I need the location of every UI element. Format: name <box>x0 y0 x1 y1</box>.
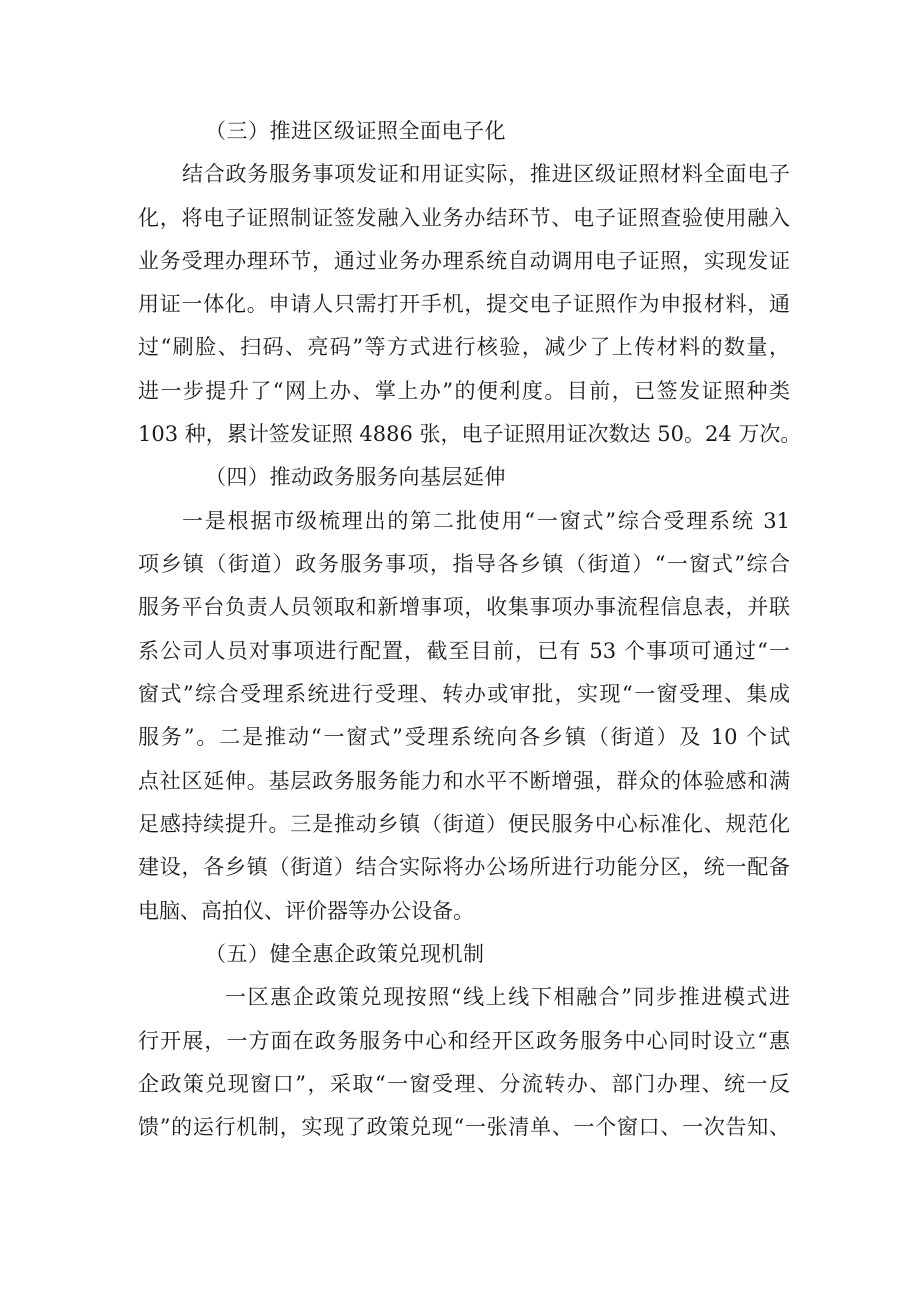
paragraph-line: 103 种，累计签发证照 4886 张，电子证照用证次数达 50。24 万次。 <box>138 422 802 446</box>
paragraph-line: 足感持续提升。三是推动乡镇（街道）便民服务中心标准化、规范化 <box>138 812 790 836</box>
paragraph-line: 企政策兑现窗口”，采取“一窗受理、分流转办、部门办理、统一反 <box>138 1072 790 1096</box>
paragraph-line: 业务受理办理环节，通过业务办理系统自动调用电子证照，实现发证 <box>138 249 790 273</box>
paragraph-line: 服务平台负责人员领取和新增事项，收集事项办事流程信息表，并联 <box>138 595 790 619</box>
paragraph-line: 馈”的运行机制，实现了政策兑现“一张清单、一个窗口、一次告知、 <box>138 1115 790 1139</box>
section-heading-3: （三）推进区级证照全面电子化 <box>205 119 506 143</box>
paragraph-line: 建设，各乡镇（街道）结合实际将办公场所进行功能分区，统一配备 <box>138 855 790 879</box>
paragraph-line: 用证一体化。申请人只需打开手机，提交电子证照作为申报材料，通 <box>138 292 790 316</box>
paragraph-line: 系公司人员对事项进行配置，截至目前，已有 53 个事项可通过“一 <box>138 639 790 663</box>
section-heading-5: （五）健全惠企政策兑现机制 <box>205 942 485 966</box>
section-heading-4: （四）推动政务服务向基层延伸 <box>205 465 506 489</box>
paragraph-line: 化，将电子证照制证签发融入业务办结环节、电子证照查验使用融入 <box>138 206 790 230</box>
paragraph-line: 窗式”综合受理系统进行受理、转办或审批，实现“一窗受理、集成 <box>138 682 790 706</box>
paragraph-line: 项乡镇（街道）政务服务事项，指导各乡镇（街道）“一窗式”综合 <box>138 552 790 576</box>
paragraph-line: 一区惠企政策兑现按照“线上线下相融合”同步推进模式进 <box>225 985 790 1009</box>
paragraph-line: 行开展，一方面在政务服务中心和经开区政务服务中心同时设立“惠 <box>138 1029 790 1053</box>
paragraph-line: 点社区延伸。基层政务服务能力和水平不断增强，群众的体验感和满 <box>138 769 790 793</box>
paragraph-line: 过“刷脸、扫码、亮码”等方式进行核验，减少了上传材料的数量， <box>138 335 790 359</box>
paragraph-line: 一是根据市级梳理出的第二批使用“一窗式”综合受理系统 31 <box>182 509 790 533</box>
paragraph-line: 电脑、高拍仪、评价器等办公设备。 <box>138 899 474 923</box>
paragraph-line: 结合政务服务事项发证和用证实际，推进区级证照材料全面电子 <box>182 162 790 186</box>
paragraph-line: 服务”。二是推动“一窗式”受理系统向各乡镇（街道）及 10 个试 <box>138 725 790 749</box>
paragraph-line: 进一步提升了“网上办、掌上办”的便利度。目前，已签发证照种类 <box>138 379 790 403</box>
